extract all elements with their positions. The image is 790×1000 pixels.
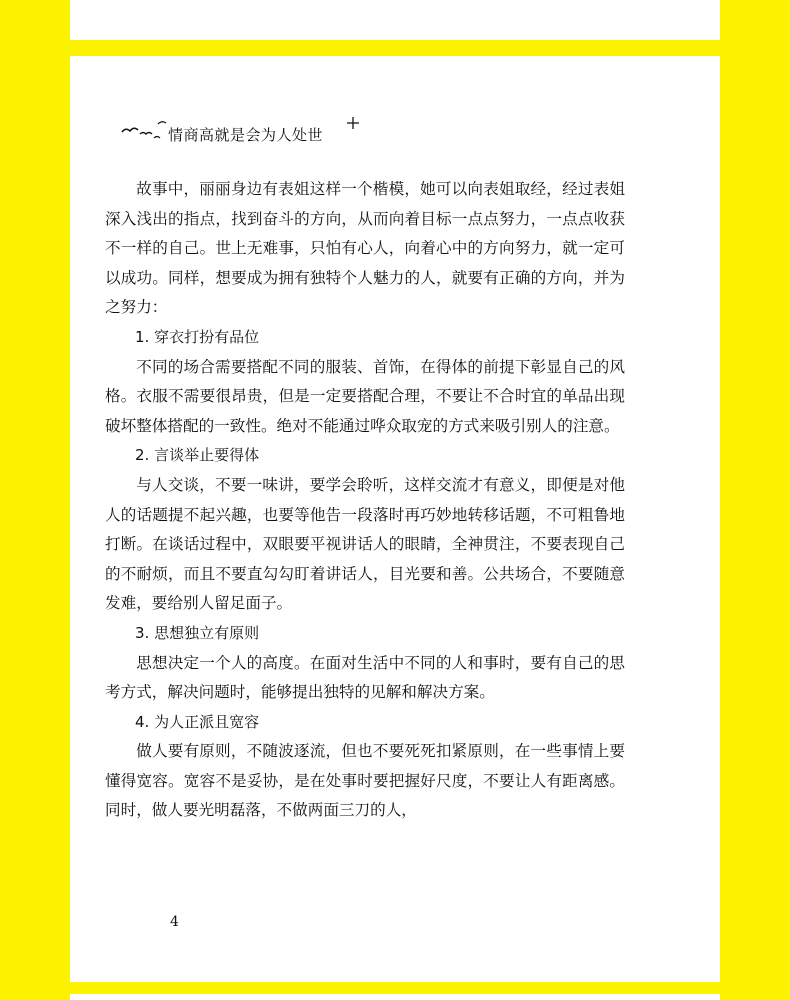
section-paragraph-4: 做人要有原则，不随波逐流，但也不要死死扣紧原则，在一些事情上要懂得宽容。宽容不是妥协，是在处事时要把握好尺度，不要让人有距离感。同时，做人要光明磊落，不做两面三刀的人， [105,742,625,820]
flying-birds-icon [118,116,168,146]
section-heading-1: 1. 穿衣打扮有品位 [135,327,260,346]
previous-page-edge [70,0,720,40]
section-heading-2: 2. 言谈举止要得体 [135,446,260,465]
next-page-edge [70,994,720,1000]
running-header [118,116,418,156]
section-paragraph-2: 与人交谈，不要一味讲，要学会聆听，这样交流才有意义，即便是对他人的话题提不起兴趣，也要等他告一段落时再巧妙地转移话题，不可粗鲁地打断。在谈话过程中，双眼要平视讲话人的眼睛，全神贯注，不要表现自己的不耐烦，而且不要直勾勾盯着讲话人，目光要和善。公共场合，不要随意发难，要给别人留足面子。 [105,475,625,613]
section-paragraph-1: 不同的场合需要搭配不同的服装、首饰，在得体的前提下彰显自己的风格。衣服不需要很昂贵，但是一定要搭配合理，不要让不合时宜的单品出现破坏整体搭配的一致性。绝对不能通过哗众取宠的方式来吸引别人的注意。 [105,357,625,435]
section-heading-3: 3. 思想独立有原则 [135,623,260,642]
sparkle-icon [346,116,360,130]
page-number: 4 [170,914,179,930]
header-title: 情商高就是会为人处世 [168,126,324,144]
section-heading-4: 4. 为人正派且宽容 [135,712,260,731]
book-page [70,56,720,982]
intro-paragraph: 故事中，丽丽身边有表姐这样一个楷模，她可以向表姐取经，经过表姐深入浅出的指点，找到奋斗的方向，从而向着目标一点点努力，一点点收获不一样的自己。世上无难事，只怕有心人，向着心中的方向努力，就一定可以成功。同样，想要成为拥有独特个人魅力的人，就要有正确的方向，并为之努力： [105,180,625,317]
body-text [105,175,625,826]
section-paragraph-3: 思想决定一个人的高度。在面对生活中不同的人和事时，要有自己的思考方式，解决问题时，能够提出独特的见解和解决方案。 [105,653,625,702]
